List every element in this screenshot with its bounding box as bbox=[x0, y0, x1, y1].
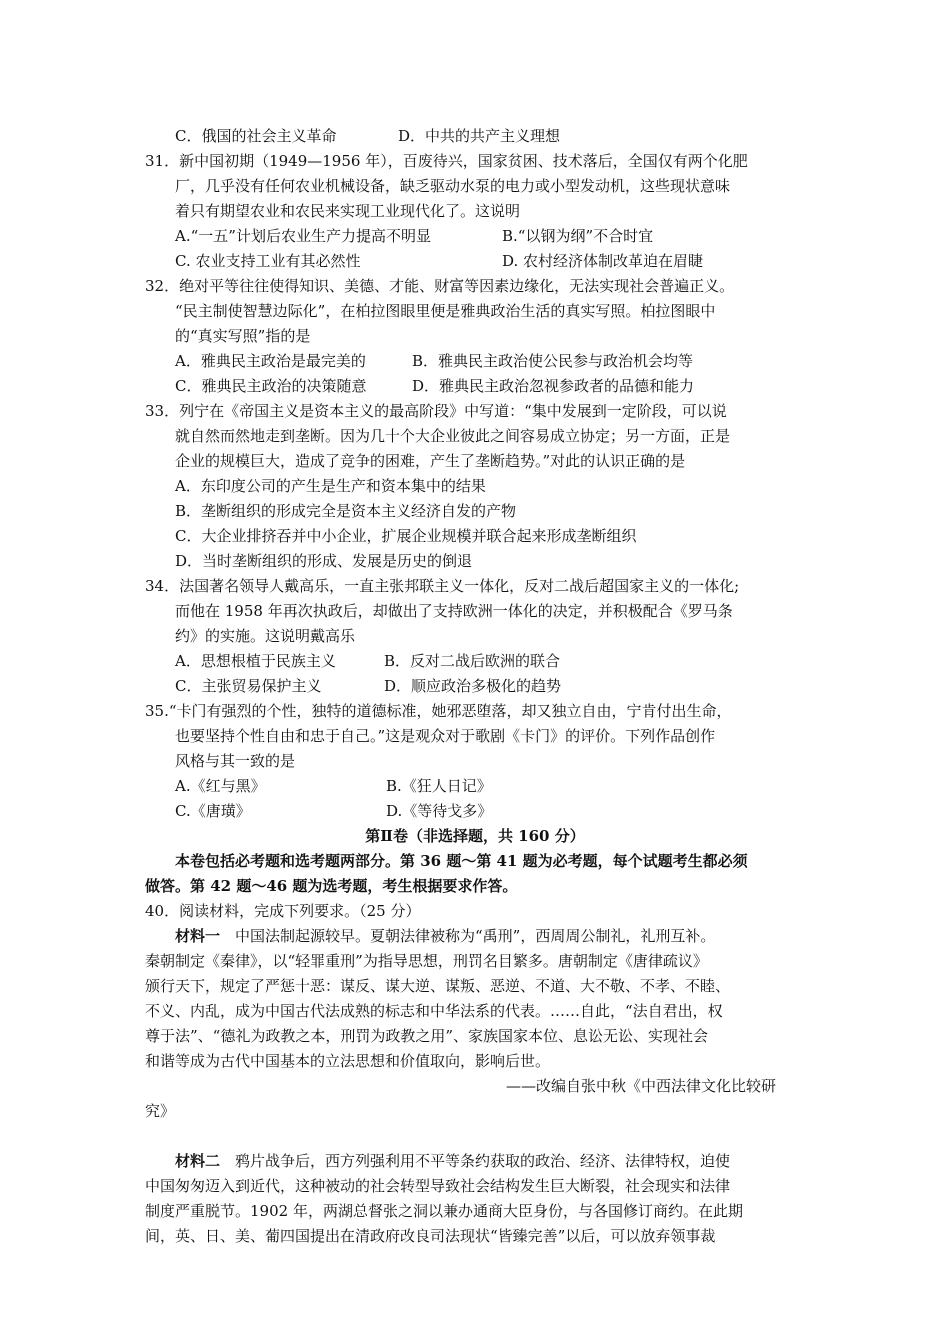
question-33-option-d: D．当时垄断组织的形成、发展是历史的倒退 bbox=[175, 552, 473, 570]
question-35-stem: 35.“卡门有强烈的个性，独特的道德标准，她邪恶堕落，却又独立自由，宁肯付出生命， bbox=[145, 702, 732, 720]
material-1-source: 究》 bbox=[145, 1102, 176, 1120]
material-2-text: 中国匆匆迈入到近代，这种被动的社会转型导致社会结构发生巨大断裂，社会现实和法律 bbox=[145, 1177, 731, 1195]
question-35-stem: 也要坚持个性自由和忠于自己。”这是观众对于歌剧《卡门》的评价。下列作品创作 bbox=[175, 727, 716, 745]
question-40-stem: 40．阅读材料，完成下列要求。（25 分） bbox=[145, 902, 421, 920]
section-2-title-text: 第Ⅱ卷（非选择题，共 160 分） bbox=[365, 827, 585, 845]
question-35-option-a: A.《红与黑》 bbox=[175, 777, 266, 795]
question-34-option-c: C．主张贸易保护主义 bbox=[175, 677, 322, 695]
question-31-option-c: C. 农业支持工业有其必然性 bbox=[175, 252, 361, 270]
material-1-text: 尊于法”、“德礼为政教之本，刑罚为政教之用”、家族国家本位、息讼无讼、实现社会 bbox=[145, 1027, 709, 1045]
question-32-stem: 32．绝对平等往往使得知识、美德、才能、财富等因素边缘化，无法实现社会普遍正义。 bbox=[145, 277, 735, 295]
material-2-text: 制度严重脱节。1902 年，两湖总督张之洞以兼办通商大臣身份，与各国修订商约。在此期 bbox=[145, 1202, 743, 1220]
question-34-stem: 34．法国著名领导人戴高乐，一直主张邦联主义一体化，反对二战后超国家主义的一体化; bbox=[145, 577, 740, 595]
question-33-stem: 就自然而然地走到垄断。因为几十个大企业彼此之间容易成立协定；另一方面，正是 bbox=[175, 427, 731, 445]
material-2-first-line bbox=[175, 1149, 835, 1174]
question-31-option-d: D. 农村经济体制改革迫在眉睫 bbox=[502, 252, 704, 270]
question-33-option-b: B．垄断组织的形成完全是资本主义经济自发的产物 bbox=[175, 502, 517, 520]
material-2-text: 鸦片战争后，西方列强利用不平等条约获取的政治、经济、法律特权，迫使 bbox=[235, 1152, 731, 1170]
question-33-stem: 33．列宁在《帝国主义是资本主义的最高阶段》中写道：“集中发展到一定阶段，可以说 bbox=[145, 402, 727, 420]
material-1-first-line bbox=[175, 924, 835, 949]
material-1-text: 秦朝制定《秦律》，以“轻罪重刑”为指导思想，刑罚名目繁多。唐朝制定《唐律疏议》 bbox=[145, 952, 708, 970]
question-35-option-d: D.《等待戈多》 bbox=[386, 802, 493, 820]
material-1-text: 中国法制起源较早。夏朝法律被称为“禹刑”，西周周公制礼，礼刑互补。 bbox=[235, 927, 716, 945]
section-2-title bbox=[0, 824, 950, 849]
question-31-stem: 厂，几乎没有任何农业机械设备，缺乏驱动水泵的电力或小型发动机，这些现状意味 bbox=[175, 177, 731, 195]
question-35-option-c: C.《唐璜》 bbox=[175, 802, 251, 820]
question-31-stem: 31．新中国初期（1949—1956 年），百废待兴，国家贫困、技术落后，全国仅有两个化肥 bbox=[145, 152, 748, 170]
question-32-stem: 的“真实写照”指的是 bbox=[175, 327, 311, 345]
question-34-stem: 约》的实施。这说明戴高乐 bbox=[175, 627, 356, 645]
option-d: D．中共的共产主义理想 bbox=[398, 127, 561, 145]
question-31-option-b: B.“以钢为纲”不合时宜 bbox=[502, 227, 654, 245]
question-32-option-b: B．雅典民主政治使公民参与政治机会均等 bbox=[412, 352, 694, 370]
question-34-option-d: D．顺应政治多极化的趋势 bbox=[384, 677, 562, 695]
question-31-stem: 着只有期望农业和农民来实现工业现代化了。这说明 bbox=[175, 202, 521, 220]
question-33-option-a: A．东印度公司的产生是生产和资本集中的结果 bbox=[175, 477, 486, 495]
question-32-option-d: D．雅典民主政治忽视参政者的品德和能力 bbox=[412, 377, 695, 395]
material-2-label: 材料二 bbox=[175, 1152, 221, 1170]
section-2-instructions: 本卷包括必考题和选考题两部分。第 36 题～第 41 题为必考题，每个试题考生都必须 bbox=[175, 852, 748, 870]
question-35-stem: 风格与其一致的是 bbox=[175, 752, 296, 770]
material-1-text: 和谐等成为古代中国基本的立法思想和价值取向，影响后世。 bbox=[145, 1052, 551, 1070]
question-32-option-c: C．雅典民主政治的决策随意 bbox=[175, 377, 367, 395]
question-32-stem: “民主制使智慧边际化”，在柏拉图眼里便是雅典政治生活的真实写照。柏拉图眼中 bbox=[175, 302, 716, 320]
material-2-text: 间，英、日、美、葡四国提出在清政府改良司法现状“皆臻完善”以后，可以放弃领事裁 bbox=[145, 1227, 716, 1245]
material-1-text: 颁行天下，规定了严惩十恶：谋反、谋大逆、谋叛、恶逆、不道、大不敬、不孝、不睦、 bbox=[145, 977, 731, 995]
section-2-instructions: 做答。第 42 题～46 题为选考题，考生根据要求作答。 bbox=[145, 877, 518, 895]
material-1-label: 材料一 bbox=[175, 927, 221, 945]
option-c: C．俄国的社会主义革命 bbox=[175, 127, 337, 145]
question-32-option-a: A．雅典民主政治是最完美的 bbox=[175, 352, 366, 370]
question-33-option-c: C．大企业排挤吞并中小企业，扩展企业规模并联合起来形成垄断组织 bbox=[175, 527, 637, 545]
question-34-option-a: A．思想根植于民族主义 bbox=[175, 652, 336, 670]
question-33-stem: 企业的规模巨大，造成了竞争的困难，产生了垄断趋势。”对此的认识正确的是 bbox=[175, 452, 686, 470]
material-1-source: ——改编自张中秋《中西法律文化比较研 bbox=[506, 1077, 777, 1095]
question-35-option-b: B.《狂人日记》 bbox=[386, 777, 492, 795]
question-34-option-b: B．反对二战后欧洲的联合 bbox=[384, 652, 561, 670]
material-1-text: 不义、内乱，成为中国古代法成熟的标志和中华法系的代表。……自此，“法自君出，权 bbox=[145, 1002, 723, 1020]
question-31-option-a: A.“一五”计划后农业生产力提高不明显 bbox=[175, 227, 431, 245]
question-34-stem: 而他在 1958 年再次执政后，却做出了支持欧洲一体化的决定，并积极配合《罗马条 bbox=[175, 602, 733, 620]
